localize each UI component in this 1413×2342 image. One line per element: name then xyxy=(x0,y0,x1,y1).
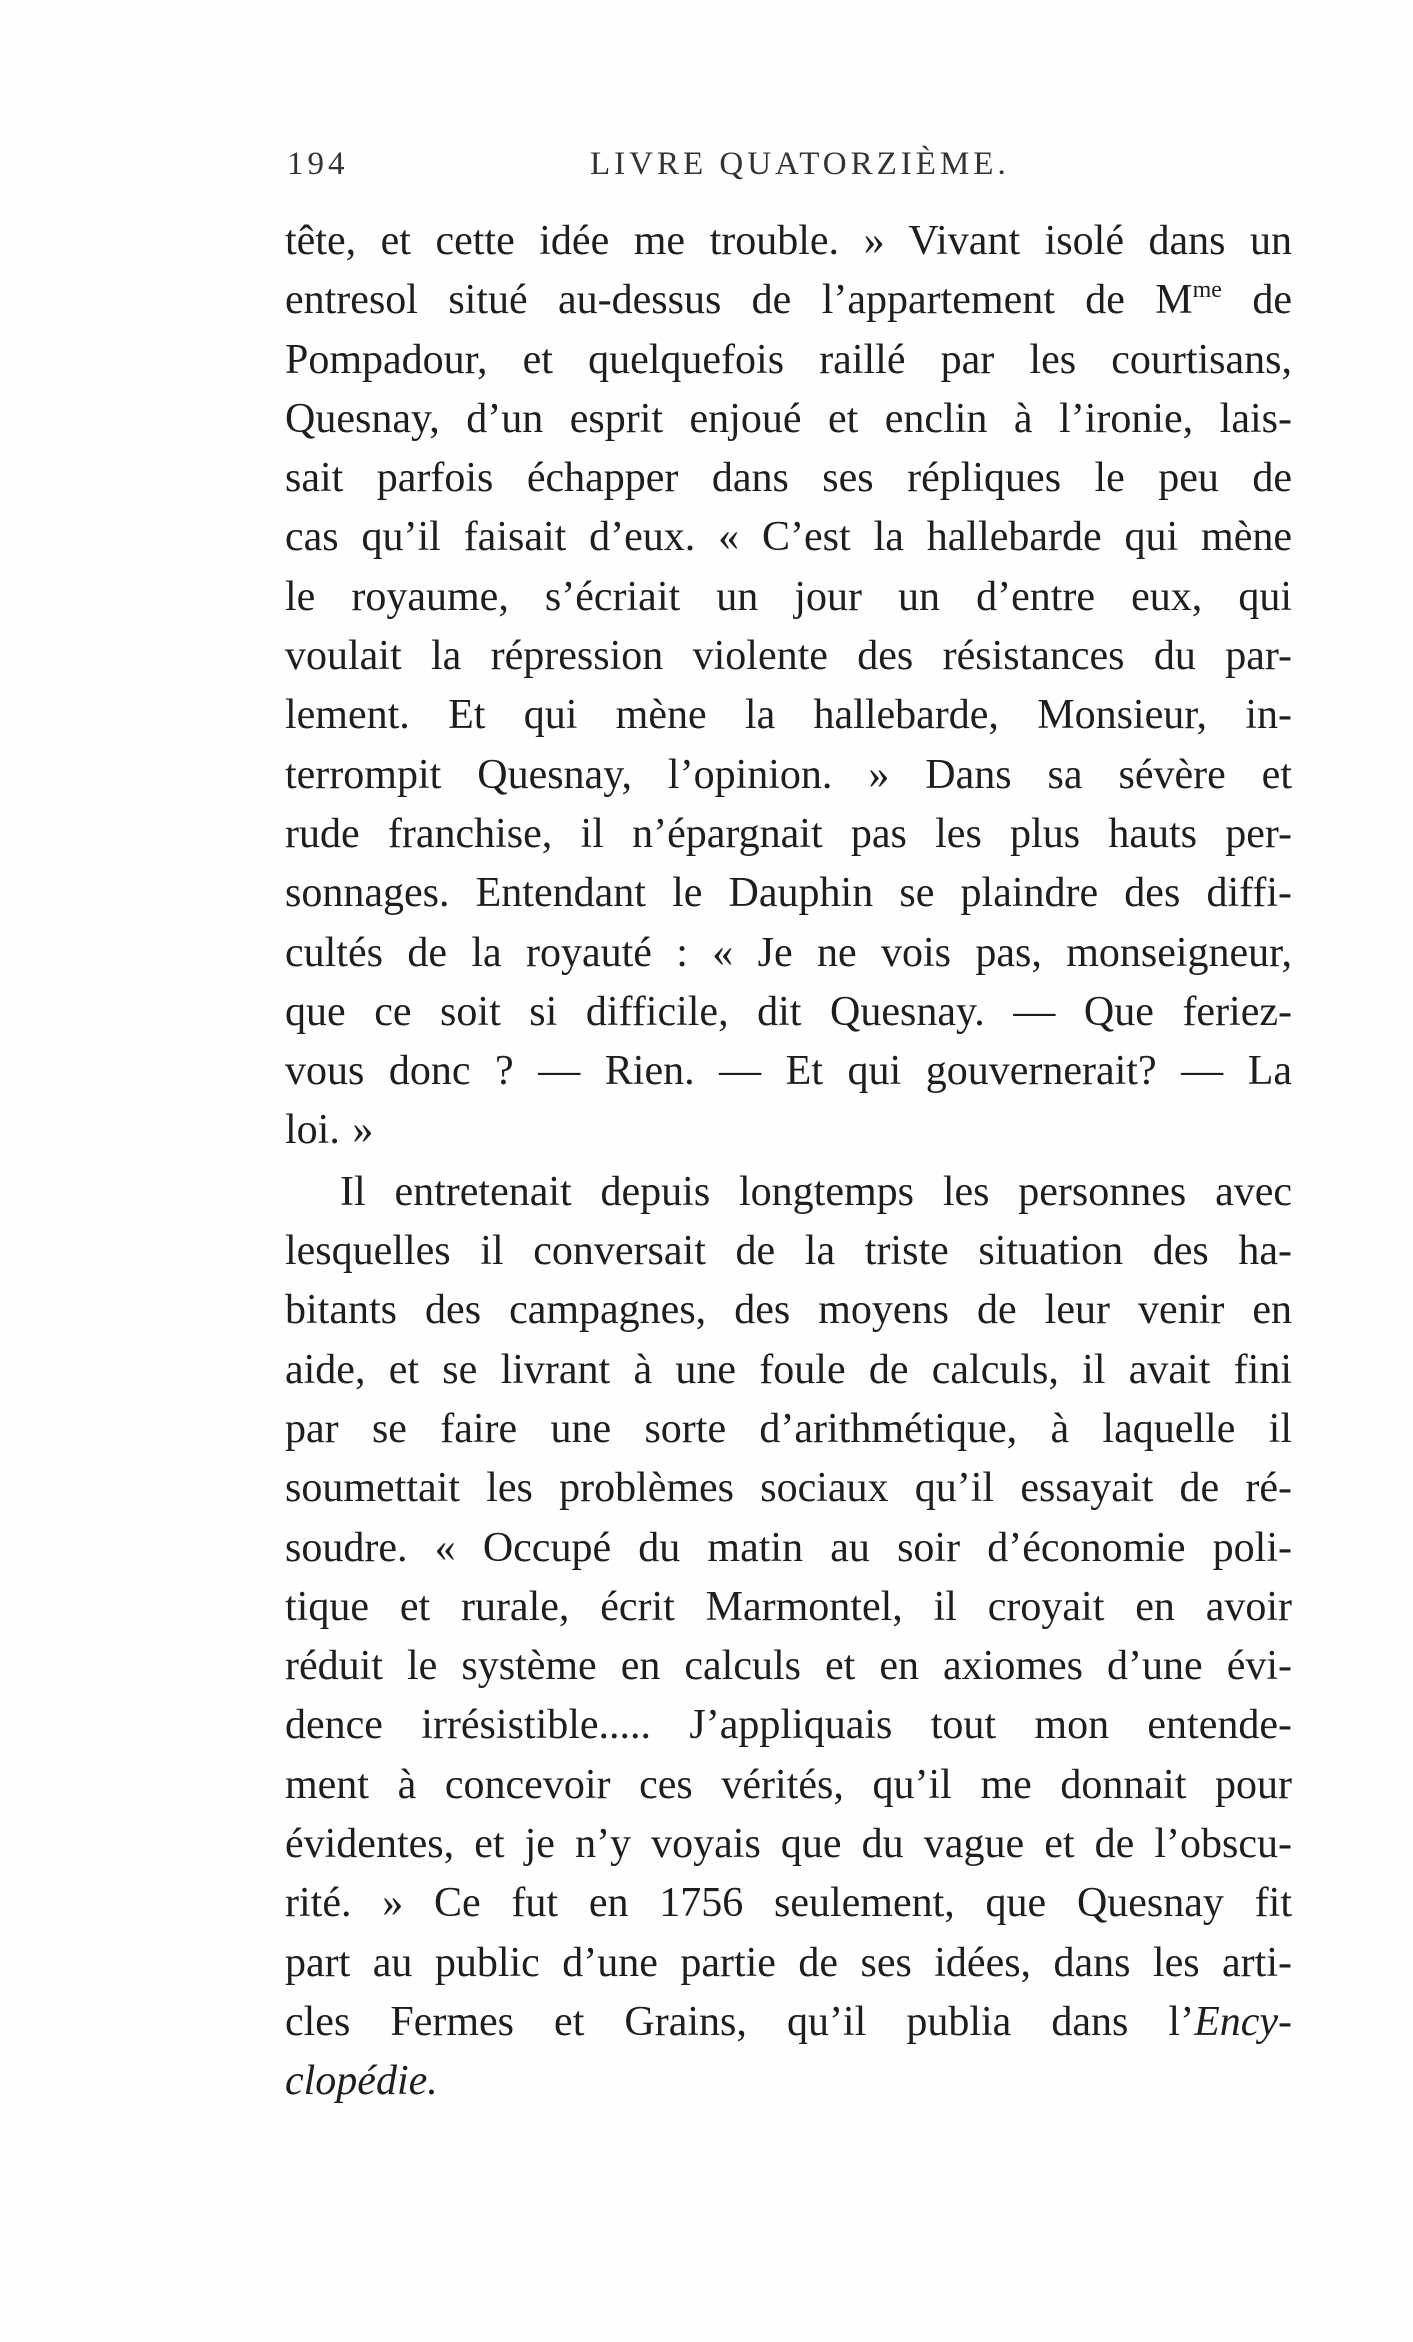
italic-title: clopédie. xyxy=(285,2058,438,2105)
text-line: aide, et se livrant à une foule de calculs, il avait fini xyxy=(285,1346,1292,1393)
text-line: sait parfois échapper dans ses répliques le peu de xyxy=(285,455,1292,502)
page-number: 194 xyxy=(287,146,349,182)
text-line: sonnages. Entendant le Dauphin se plaindre des diffi- xyxy=(285,870,1292,917)
text-span: cles Fermes et Grains, qu’il publia dans l’ xyxy=(285,1998,1195,2045)
text-line: vous donc ? — Rien. — Et qui gouvernerait? — La xyxy=(285,1048,1292,1095)
text-line: soudre. « Occupé du matin au soir d’économie poli- xyxy=(285,1524,1292,1571)
text-span: de xyxy=(1221,277,1292,324)
text-line: tique et rurale, écrit Marmontel, il croyait en avoir xyxy=(285,1583,1292,1630)
superscript: me xyxy=(1192,277,1222,304)
text-line: tête, et cette idée me trouble. » Vivant isolé dans un xyxy=(285,218,1292,264)
text-line: Pompadour, et quelquefois raillé par les courtisans, xyxy=(285,336,1292,383)
text-line: que ce soit si difficile, dit Quesnay. — Que feriez- xyxy=(285,988,1292,1035)
text-line: rude franchise, il n’épargnait pas les plus hauts per- xyxy=(285,810,1292,857)
text-line: lement. Et qui mène la hallebarde, Monsieur, in- xyxy=(285,692,1292,739)
text-line: voulait la répression violente des résistances du par- xyxy=(285,633,1292,680)
text-line: part au public d’une partie de ses idées, dans les arti- xyxy=(285,1939,1292,1986)
page-header xyxy=(287,146,1287,196)
text-line: rité. » Ce fut en 1756 seulement, que Quesnay fit xyxy=(285,1880,1292,1927)
text-line: terrompit Quesnay, l’opinion. » Dans sa sévère et xyxy=(285,751,1292,798)
text-line xyxy=(285,1993,1292,2052)
text-line: évidentes, et je n’y voyais que du vague et de l’obscu- xyxy=(285,1821,1292,1868)
text-line: loi. » xyxy=(285,1107,374,1154)
text-line: Il entretenait depuis longtemps les personnes avec xyxy=(340,1168,1292,1215)
text-line: soumettait les problèmes sociaux qu’il essayait de ré- xyxy=(285,1465,1292,1512)
text-line: ment à concevoir ces vérités, qu’il me donnait pour xyxy=(285,1761,1292,1808)
text-line: dence irrésistible..... J’appliquais tout mon entende- xyxy=(285,1702,1292,1749)
text-line: bitants des campagnes, des moyens de leur venir en xyxy=(285,1287,1292,1334)
paragraph-1 xyxy=(285,212,1292,1161)
body-text xyxy=(285,212,1292,2112)
text-line: le royaume, s’écriait un jour un d’entre eux, qui xyxy=(285,573,1292,620)
text-line: cultés de la royauté : « Je ne vois pas, monseigneur, xyxy=(285,929,1292,976)
text-line: cas qu’il faisait d’eux. « C’est la hallebarde qui mène xyxy=(285,514,1292,561)
text-line: lesquelles il conversait de la triste situation des ha- xyxy=(285,1228,1292,1275)
text-line xyxy=(285,2052,1292,2111)
paragraph-2 xyxy=(285,1163,1292,2112)
text-line: Quesnay, d’un esprit enjoué et enclin à l’ironie, lais- xyxy=(285,395,1292,442)
italic-title: Ency- xyxy=(1194,1998,1292,2045)
text-line: réduit le système en calculs et en axiomes d’une évi- xyxy=(285,1643,1292,1690)
running-title: LIVRE QUATORZIÈME. xyxy=(590,146,1010,182)
text-line xyxy=(285,271,1292,330)
text-line: par se faire une sorte d’arithmétique, à laquelle il xyxy=(285,1405,1292,1452)
text-span: entresol situé au-dessus de l’appartement de M xyxy=(285,277,1193,324)
